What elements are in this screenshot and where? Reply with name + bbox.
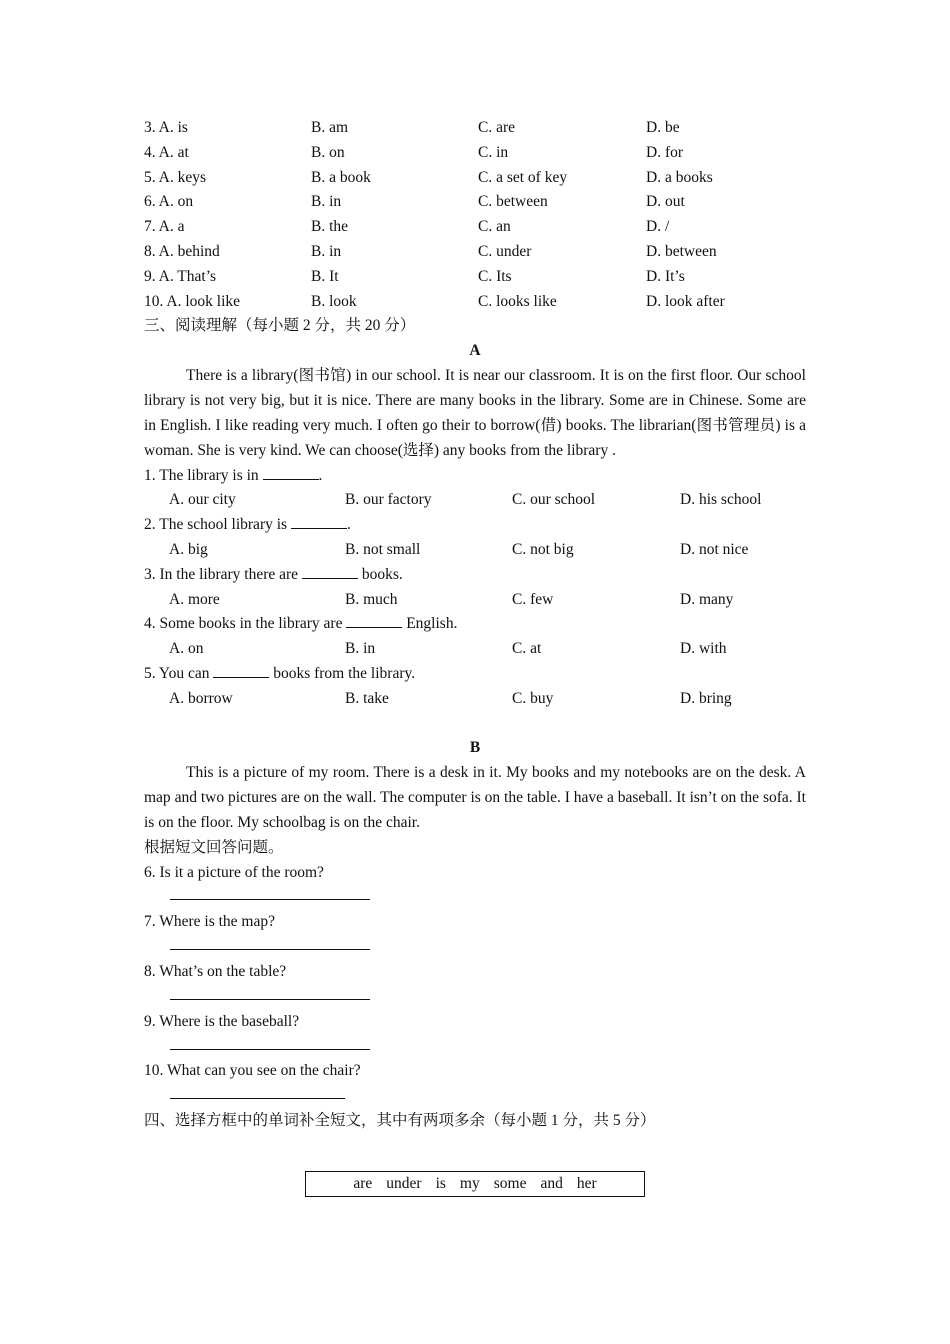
option-b: B. look xyxy=(311,292,357,310)
option-c: C. in xyxy=(478,143,509,161)
word-option: and xyxy=(540,1175,563,1192)
option-b: B. on xyxy=(311,143,345,161)
answer-blank[interactable] xyxy=(170,1048,370,1050)
option-a: 5. A. keys xyxy=(144,168,206,186)
option-c: C. Its xyxy=(478,267,512,285)
mc-row-5 xyxy=(144,166,806,191)
option-d: D. be xyxy=(646,119,680,136)
passage-b-question-10: 10. What can you see on the chair? xyxy=(144,1062,361,1080)
answer-line xyxy=(144,885,806,910)
option-a: A. on xyxy=(169,640,204,658)
option-a: 6. A. on xyxy=(144,193,194,211)
option-b: B. a book xyxy=(311,168,371,186)
question-stem: 2. The school library is . xyxy=(144,516,351,534)
option-d: D. not nice xyxy=(680,540,749,558)
option-a: A. big xyxy=(169,540,208,558)
option-d: D. with xyxy=(680,640,727,658)
option-d: D. bring xyxy=(680,689,732,707)
option-c: C. are xyxy=(478,119,516,136)
answer-blank[interactable] xyxy=(170,998,370,1000)
passage-b-text xyxy=(144,761,806,836)
option-b: B. not small xyxy=(345,540,421,558)
option-b: B. much xyxy=(345,590,398,608)
answer-blank[interactable] xyxy=(291,514,347,529)
option-b: B. It xyxy=(311,267,339,285)
option-d: D. out xyxy=(646,193,685,211)
mc-row-9 xyxy=(144,265,806,290)
passage-a-question-5 xyxy=(144,662,806,712)
passage-b-question-8: 8. What’s on the table? xyxy=(144,963,287,981)
answer-blank[interactable] xyxy=(346,613,402,628)
answer-blank[interactable] xyxy=(170,898,370,900)
answer-blank[interactable] xyxy=(263,465,319,480)
option-c: C. a set of key xyxy=(478,168,568,186)
option-a: 9. A. That’s xyxy=(144,267,217,285)
option-c: C. not big xyxy=(512,540,574,558)
option-d: D. a books xyxy=(646,168,713,186)
option-b: B. in xyxy=(311,193,342,211)
question-stem: 5. You can books from the library. xyxy=(144,664,416,682)
spacer xyxy=(144,712,806,737)
option-a: 10. A. look like xyxy=(144,292,241,310)
option-a: 7. A. a xyxy=(144,218,185,236)
option-a: A. borrow xyxy=(169,689,233,707)
question-options xyxy=(144,538,806,563)
passage-b-instruction: 根据短文回答问题。 xyxy=(144,838,284,856)
section-3-title: 三、阅读理解（每小题 2 分，共 20 分） xyxy=(144,317,416,335)
question-options xyxy=(144,637,806,662)
passage-a-body: There is a library(图书馆) in our school. It is near our classroom. It is on the first floor. Our school library is not very big, but it is nice. There are many books in the library. Some are in Chinese. Some are in English. I like reading very much. I often go their to borrow(借) books. The librarian(图书管理员) is a woman. She is very kind. We can choose(选择) any books from the library . xyxy=(144,366,806,459)
passage-a-question-1 xyxy=(144,464,806,514)
question-stem: 1. The library is in . xyxy=(144,466,323,484)
option-d: D. for xyxy=(646,143,684,161)
answer-blank[interactable] xyxy=(213,663,269,678)
option-c: C. between xyxy=(478,193,548,211)
question-stem: 4. Some books in the library are English. xyxy=(144,615,458,633)
passage-a-question-4 xyxy=(144,612,806,662)
word-option: under xyxy=(386,1175,422,1192)
word-option: is xyxy=(435,1175,446,1192)
option-b: B. am xyxy=(311,119,349,136)
section-4-title: 四、选择方框中的单词补全短文，其中有两项多余（每小题 1 分，共 5 分） xyxy=(144,1112,656,1130)
option-b: B. in xyxy=(311,242,342,260)
passage-b-question-6: 6. Is it a picture of the room? xyxy=(144,863,324,881)
answer-line xyxy=(144,985,806,1010)
passage-a-question-2 xyxy=(144,513,806,563)
mc-row-4 xyxy=(144,141,806,166)
option-a: A. our city xyxy=(169,491,236,509)
passage-b-question-9: 9. Where is the baseball? xyxy=(144,1012,300,1030)
word-box xyxy=(305,1171,645,1197)
option-a: 3. A. is xyxy=(144,119,188,136)
option-a: 8. A. behind xyxy=(144,242,220,260)
option-a: 4. A. at xyxy=(144,143,189,161)
answer-line xyxy=(144,935,806,960)
word-option: are xyxy=(353,1175,373,1192)
option-c: C. few xyxy=(512,590,554,608)
passage-a-question-3 xyxy=(144,563,806,613)
option-d: D. It’s xyxy=(646,267,685,285)
passage-b-question-7: 7. Where is the map? xyxy=(144,913,275,931)
passage-a-label: A xyxy=(469,342,481,360)
question-options xyxy=(144,687,806,712)
mc-row-3 xyxy=(144,116,806,141)
answer-line xyxy=(144,1035,806,1060)
mc-row-6 xyxy=(144,190,806,215)
passage-a-text xyxy=(144,364,806,464)
option-c: C. buy xyxy=(512,689,554,707)
word-option: her xyxy=(576,1175,597,1192)
word-option: some xyxy=(493,1175,527,1192)
option-c: C. looks like xyxy=(478,292,557,310)
mc-row-10 xyxy=(144,290,806,315)
option-c: C. our school xyxy=(512,491,596,509)
mc-row-7 xyxy=(144,215,806,240)
answer-blank[interactable] xyxy=(170,1097,345,1099)
option-d: D. many xyxy=(680,590,734,608)
option-c: C. at xyxy=(512,640,542,658)
question-options xyxy=(144,588,806,613)
option-b: B. take xyxy=(345,689,389,707)
answer-blank[interactable] xyxy=(170,948,370,950)
option-d: D. his school xyxy=(680,491,762,509)
option-d: D. between xyxy=(646,242,717,260)
option-b: B. in xyxy=(345,640,376,658)
mc-row-8 xyxy=(144,240,806,265)
multiple-choice-options xyxy=(144,116,806,314)
word-option: my xyxy=(459,1175,480,1192)
option-b: B. our factory xyxy=(345,491,432,509)
passage-b-body: This is a picture of my room. There is a desk in it. My books and my notebooks are on the desk. A map and two pictures are on the wall. The computer is on the table. I have a baseball. It isn’t on the sofa. It is on the floor. My schoolbag is on the chair. xyxy=(144,764,806,831)
option-d: D. look after xyxy=(646,292,725,310)
option-c: C. under xyxy=(478,242,532,260)
option-c: C. an xyxy=(478,218,511,236)
passage-b-label: B xyxy=(469,739,481,757)
answer-line xyxy=(144,1084,806,1109)
question-stem: 3. In the library there are books. xyxy=(144,565,403,583)
option-b: B. the xyxy=(311,218,349,236)
answer-blank[interactable] xyxy=(302,564,358,579)
worksheet-page xyxy=(144,116,806,1134)
question-options xyxy=(144,488,806,513)
option-a: A. more xyxy=(169,590,220,608)
option-d: D. / xyxy=(646,218,670,236)
